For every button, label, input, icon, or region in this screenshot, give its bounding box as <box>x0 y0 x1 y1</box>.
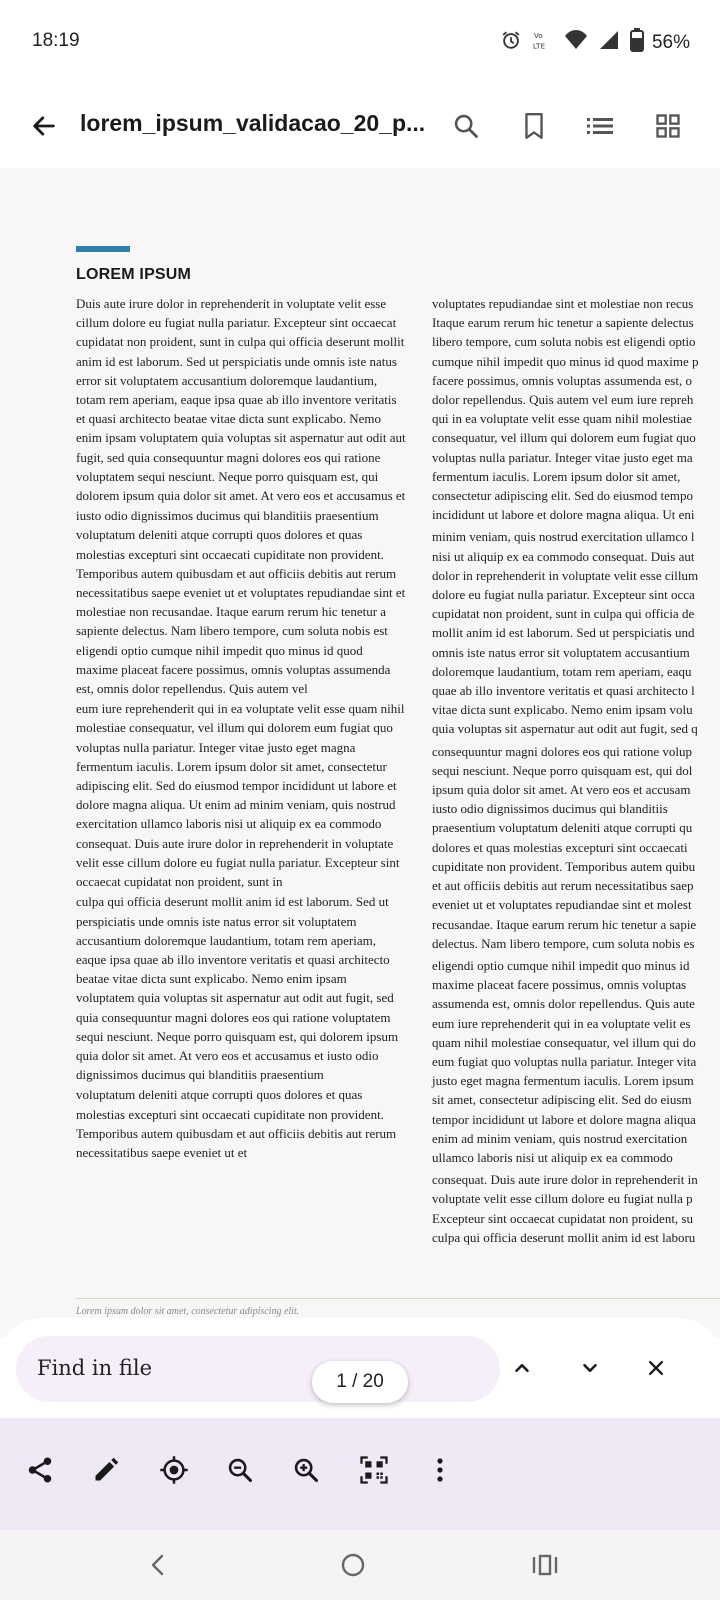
text-line: fermentum iaculis. Lorem ipsum dolor sit amet, <box>432 468 681 484</box>
grid-icon <box>654 112 682 140</box>
chevron-up-icon <box>511 1357 533 1379</box>
text-line: tempor incididunt ut labore et dolore magna aliqua <box>432 1111 696 1127</box>
text-line: consequuntur magni dolores eos qui ratione volup <box>432 743 692 759</box>
text-line: consequat. Duis aute irure dolor in reprehenderit in <box>432 1172 698 1188</box>
text-line: ipsum quia dolor sit amet. At vero eos et accusam <box>432 782 691 798</box>
edit-button[interactable] <box>82 1446 130 1494</box>
thumbnails-button[interactable] <box>644 102 692 150</box>
find-placeholder: Find in file <box>37 1356 152 1380</box>
text-line: delectus. Nam libero tempore, cum soluta nobis es <box>432 935 695 951</box>
zoom-out-button[interactable] <box>216 1446 264 1494</box>
find-next-button[interactable] <box>566 1344 614 1392</box>
text-line: voluptate velit esse cillum dolore eu fugiat nulla p <box>432 1191 693 1207</box>
text-line: cupidatat non proident, sunt in culpa qui officia de <box>432 606 695 622</box>
status-time: 18:19 <box>32 30 80 51</box>
text-line: minim veniam, quis nostrud exercitation ullamco l <box>432 529 695 545</box>
text-line: recusandae. Itaque earum rerum hic tenetur a sapie <box>432 916 697 932</box>
text-line: doloremque laudantium, totam rem aperiam, eaqu <box>432 663 692 679</box>
text-line: voluptates repudiandae sint et molestiae non recus <box>432 296 694 311</box>
search-icon <box>452 112 480 140</box>
bookmark-button[interactable] <box>510 102 558 150</box>
text-line: culpa qui officia deserunt mollit anim id est laboru <box>432 1229 696 1245</box>
text-line: nisi ut aliquip ex ea commodo consequat. Duis aut <box>432 548 695 564</box>
nav-recents-button[interactable] <box>515 1540 575 1590</box>
text-line: cupiditate non provident. Temporibus autem quibu <box>432 858 696 874</box>
paragraph: culpa qui officia deserunt mollit anim id est laborum. Sed ut perspiciatis unde omnis iste natus error sit voluptatem accusantium doloremque laudantium, totam rem aperiam, eaque ipsa quae ab illo inventore veritatis et quasi architecto beatae vitae dicta sunt explicabo. Nemo enim ipsam voluptatem quia voluptas sit aspernatur aut odit aut fugit, sed quia consequuntur magni dolores eos qui ratione voluptatem sequi nesciunt. Neque porro quisquam est, qui dolorem ipsum quia dolor sit amet. At vero eos et accusamus et iusto odio dignissimos ducimus qui blanditiis praesentium <box>76 894 399 1083</box>
signal-icon <box>598 29 620 56</box>
text-line: maxime placeat facere possimus, omnis voluptas <box>432 977 687 993</box>
find-close-button[interactable] <box>632 1344 680 1392</box>
share-icon <box>25 1455 55 1485</box>
close-icon <box>646 1358 666 1378</box>
text-line: voluptas nulla pariatur. Integer vitae justo eget ma <box>432 449 693 465</box>
document-title: lorem_ipsum_validacao_20_p... <box>80 110 426 136</box>
text-line: incididunt ut labore et dolore magna aliqua. Ut eni <box>432 507 695 523</box>
qr-scan-button[interactable] <box>350 1446 398 1494</box>
text-line: qui in ea voluptate velit esse quam nihil molestiae <box>432 411 692 427</box>
pencil-icon <box>92 1456 120 1484</box>
bookmark-icon <box>521 112 547 140</box>
home-nav-icon <box>340 1552 366 1578</box>
paragraph: iusto odio dignissimos ducimus qui blanditiis praesentium voluptatum deleniti atque corrupti quos dolores et quas molestias excepturi sint occaecati cupiditate non provident. Temporibus autem quibusdam et aut officiis debitis aut rerum necessitatibus saepe eveniet ut et voluptates repudiandae sint et molestiae non recusandae. Itaque earum rerum hic tenetur a sapiente delectus. Nam libero tempore, cum soluta nobis est eligendi optio cumque nihil impedit quo minus id quod maxime placeat facere possimus, omnis voluptas assumenda est, omnis dolor repellendus. Quis autem vel <box>76 508 406 697</box>
wifi-icon <box>564 29 588 56</box>
paragraph: eum iure reprehenderit qui in ea voluptate velit esse quam nihil molestiae consequatur, vel illum qui dolorem eum fugiat quo voluptas nulla pariatur. Integer vitae justo eget magna fermentum iaculis. Lorem ipsum dolor sit amet, consectetur adipiscing elit. Sed do eiusmod tempor incididunt ut labore et dolore magna aliqua. Ut enim ad minim veniam, quis nostrud exercitation ullamco laboris nisi ut aliquip ex ea commodo consequat. Duis aute irure dolor in reprehenderit in voluptate velit esse cillum dolore eu fugiat nulla pariatur. Excepteur sint occaecat cupidatat non proident, sunt in <box>76 701 405 890</box>
paragraph: Duis aute irure dolor in reprehenderit in voluptate velit esse cillum dolore eu fugiat nulla pariatur. Excepteur sint occaecat cupidatat non proident, sunt in culpa qui officia deserunt mollit anim id est laborum. Sed ut perspiciatis unde omnis iste natus error sit voluptatem accusantium doloremque laudantium, totam rem aperiam, eaque ipsa quae ab illo inventore veritatis et quasi architecto beatae vitae dicta sunt explicabo. Nemo enim ipsam voluptatem quia voluptas sit aspernatur aut odit aut fugit, sed quia consequuntur magni dolores eos qui ratione voluptatem sequi nesciunt. Neque porro quisquam est, qui dolorem ipsum quia dolor sit amet. At vero eos et accusamus et <box>76 296 406 504</box>
list-icon <box>586 114 614 138</box>
text-line: omnis iste natus error sit voluptatem accusantium <box>432 644 690 660</box>
document-page[interactable] <box>0 168 720 1338</box>
page-indicator: 1 / 20 <box>312 1361 408 1403</box>
bottom-toolbar <box>0 1418 720 1530</box>
text-line: dolor in reprehenderit in voluptate velit esse cillum <box>432 567 699 583</box>
text-line: et aut officiis debitis aut rerum necessitatibus saep <box>432 878 694 894</box>
text-line: assumenda est, omnis dolor repellendus. Quis aute <box>432 996 695 1012</box>
system-nav-bar <box>0 1530 720 1600</box>
more-vert-icon <box>435 1456 445 1484</box>
text-line: eveniet ut et voluptates repudiandae sint et molest <box>432 897 692 913</box>
text-line: mollit anim id est laborum. Sed ut perspiciatis und <box>432 625 695 641</box>
back-nav-icon <box>148 1553 168 1577</box>
battery-percent: 56% <box>651 31 690 53</box>
text-line: quia voluptas sit aspernatur aut odit aut fugit, sed q <box>432 721 698 737</box>
alarm-icon <box>500 29 522 56</box>
text-column-left <box>76 294 406 1163</box>
text-line: Itaque earum rerum hic tenetur a sapiente delectus <box>432 315 694 331</box>
text-line: quam nihil molestiae consequatur, vel illum qui do <box>432 1034 696 1050</box>
text-line: dolor repellendus. Quis autem vel eum iure repreh <box>432 392 694 408</box>
nav-back-button[interactable] <box>128 1540 188 1590</box>
nav-home-button[interactable] <box>323 1540 383 1590</box>
text-line: eum fugiat quo voluptas nulla pariatur. Integer vita <box>432 1053 697 1069</box>
locate-icon <box>159 1455 189 1485</box>
text-column-right <box>432 294 720 1247</box>
zoom-out-icon <box>226 1456 254 1484</box>
text-line: consectetur adipiscing elit. Sed do eiusmod tempo <box>432 488 694 504</box>
status-bar <box>0 0 720 84</box>
page-footer: Lorem ipsum dolor sit amet, consectetur adipiscing elit. <box>76 1306 300 1317</box>
share-button[interactable] <box>16 1446 64 1494</box>
text-line: ullamco laboris nisi ut aliquip ex ea commodo <box>432 1149 673 1165</box>
recents-nav-icon <box>532 1553 558 1577</box>
text-line: consequatur, vel illum qui dolorem eum fugiat quo <box>432 430 696 446</box>
text-line: sequi nesciunt. Neque porro quisquam est, qui dol <box>432 762 693 778</box>
text-line: Excepteur sint occaecat cupidatat non proident, su <box>432 1210 693 1226</box>
text-line: vitae dicta sunt explicabo. Nemo enim ipsam volu <box>432 702 693 718</box>
status-icons <box>500 28 690 57</box>
outline-button[interactable] <box>576 102 624 150</box>
text-line: praesentium voluptatum deleniti atque corrupti qu <box>432 820 693 836</box>
text-line: enim ad minim veniam, quis nostrud exercitation <box>432 1130 688 1146</box>
heading-accent-rule <box>76 246 130 252</box>
text-line: dolores et quas molestias excepturi sint occaecati <box>432 839 688 855</box>
text-line: facere possimus, omnis voluptas assumenda est, o <box>432 372 692 388</box>
battery-icon <box>630 28 644 57</box>
section-heading: LOREM IPSUM <box>76 266 192 283</box>
text-line: dolore eu fugiat nulla pariatur. Excepteur sint occa <box>432 587 695 603</box>
volte-icon <box>532 29 554 56</box>
svg-text:Vo: Vo <box>533 31 543 41</box>
find-previous-button[interactable] <box>498 1344 546 1392</box>
chevron-down-icon <box>579 1357 601 1379</box>
qr-code-icon <box>359 1455 389 1485</box>
back-button[interactable] <box>22 104 66 148</box>
zoom-in-icon <box>292 1456 320 1484</box>
search-button[interactable] <box>442 102 490 150</box>
text-line: eligendi optio cumque nihil impedit quo minus id <box>432 957 690 973</box>
zoom-in-button[interactable] <box>282 1446 330 1494</box>
text-line: quae ab illo inventore veritatis et quasi architecto l <box>432 683 695 699</box>
footer-divider <box>76 1298 720 1299</box>
text-line: justo eget magna fermentum iaculis. Lorem ipsum <box>432 1073 694 1089</box>
more-options-button[interactable] <box>416 1446 464 1494</box>
locate-button[interactable] <box>150 1446 198 1494</box>
text-line: eum iure reprehenderit qui in ea voluptate velit es <box>432 1015 691 1031</box>
text-line: sit amet, consectetur adipiscing elit. Sed do eiusm <box>432 1092 692 1108</box>
app-bar <box>0 84 720 168</box>
svg-text:LTE: LTE <box>532 41 546 51</box>
back-arrow-icon <box>30 112 58 140</box>
text-line: cumque nihil impedit quo minus id quod maxime p <box>432 353 699 369</box>
text-line: iusto odio dignissimos ducimus qui blanditiis <box>432 801 668 817</box>
paragraph: voluptatum deleniti atque corrupti quos dolores et quas molestias excepturi sint occaecati cupiditate non provident. Temporibus autem quibusdam et aut officiis debitis aut rerum necessitatibus saepe eveniet ut et <box>76 1087 397 1160</box>
text-line: libero tempore, cum soluta nobis est eligendi optio <box>432 334 696 350</box>
